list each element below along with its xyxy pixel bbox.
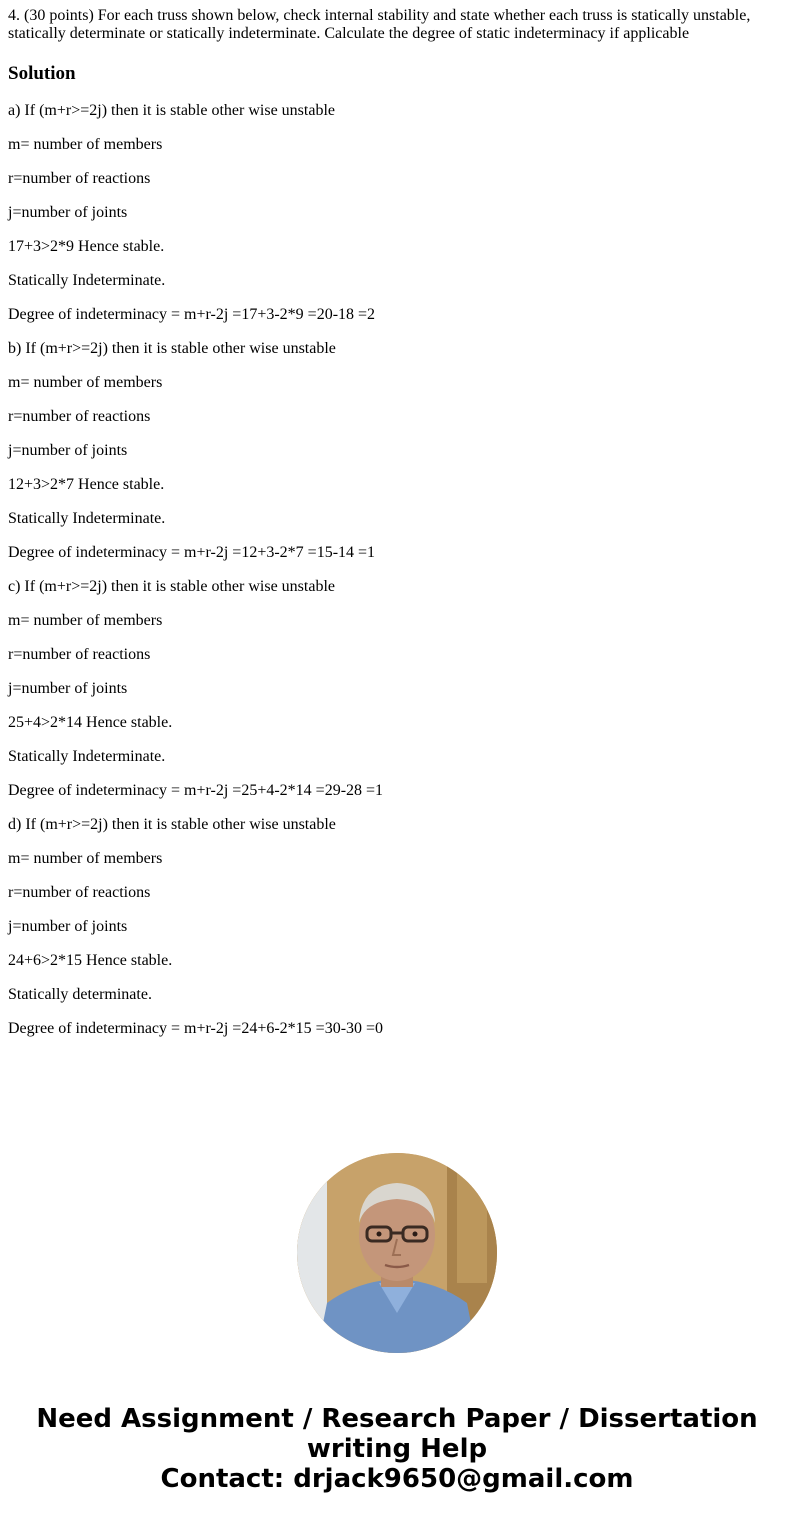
- question-text: 4. (30 points) For each truss shown below, check internal stability and state whether each truss is statically unstable, statically determinate or statically indeterminate. Calculate the degree of static indeterminacy if applicable: [8, 7, 751, 42]
- solution-line: Statically Indeterminate.: [8, 272, 166, 289]
- solution-line: Statically Indeterminate.: [8, 748, 166, 765]
- solution-line: Statically determinate.: [8, 986, 152, 1003]
- solution-line: j=number of joints: [8, 918, 128, 935]
- solution-line: d) If (m+r>=2j) then it is stable other wise unstable: [8, 816, 336, 833]
- solution-line: r=number of reactions: [8, 646, 151, 663]
- solution-lines: [8, 102, 778, 1054]
- solution-line: 17+3>2*9 Hence stable.: [8, 238, 165, 255]
- solution-line: m= number of members: [8, 612, 163, 629]
- solution-line: m= number of members: [8, 374, 163, 391]
- solution-line: b) If (m+r>=2j) then it is stable other wise unstable: [8, 340, 336, 357]
- solution-line: m= number of members: [8, 136, 163, 153]
- solution-line: c) If (m+r>=2j) then it is stable other wise unstable: [8, 578, 335, 595]
- solution-line: r=number of reactions: [8, 170, 151, 187]
- solution-line: j=number of joints: [8, 204, 128, 221]
- solution-line: 25+4>2*14 Hence stable.: [8, 714, 173, 731]
- solution-line: 12+3>2*7 Hence stable.: [8, 476, 165, 493]
- solution-line: Degree of indeterminacy = m+r-2j =12+3-2*7 =15-14 =1: [8, 544, 376, 561]
- solution-line: Statically Indeterminate.: [8, 510, 166, 527]
- solution-line: 24+6>2*15 Hence stable.: [8, 952, 173, 969]
- promo-banner: [0, 1404, 794, 1494]
- solution-line: Degree of indeterminacy = m+r-2j =17+3-2*9 =20-18 =2: [8, 306, 376, 323]
- promo-line: writing Help: [306, 1434, 488, 1464]
- solution-line: r=number of reactions: [8, 884, 151, 901]
- solution-line: j=number of joints: [8, 680, 128, 697]
- solution-heading: Solution: [8, 63, 76, 84]
- solution-line: Degree of indeterminacy = m+r-2j =24+6-2*15 =30-30 =0: [8, 1020, 384, 1037]
- solution-line: j=number of joints: [8, 442, 128, 459]
- promo-contact: Contact: drjack9650@gmail.com: [160, 1464, 634, 1494]
- solution-line: a) If (m+r>=2j) then it is stable other wise unstable: [8, 102, 335, 119]
- solution-line: Degree of indeterminacy = m+r-2j =25+4-2*14 =29-28 =1: [8, 782, 384, 799]
- solution-line: r=number of reactions: [8, 408, 151, 425]
- author-avatar: [297, 1153, 497, 1353]
- promo-line: Need Assignment / Research Paper / Dissertation: [36, 1404, 758, 1434]
- solution-line: m= number of members: [8, 850, 163, 867]
